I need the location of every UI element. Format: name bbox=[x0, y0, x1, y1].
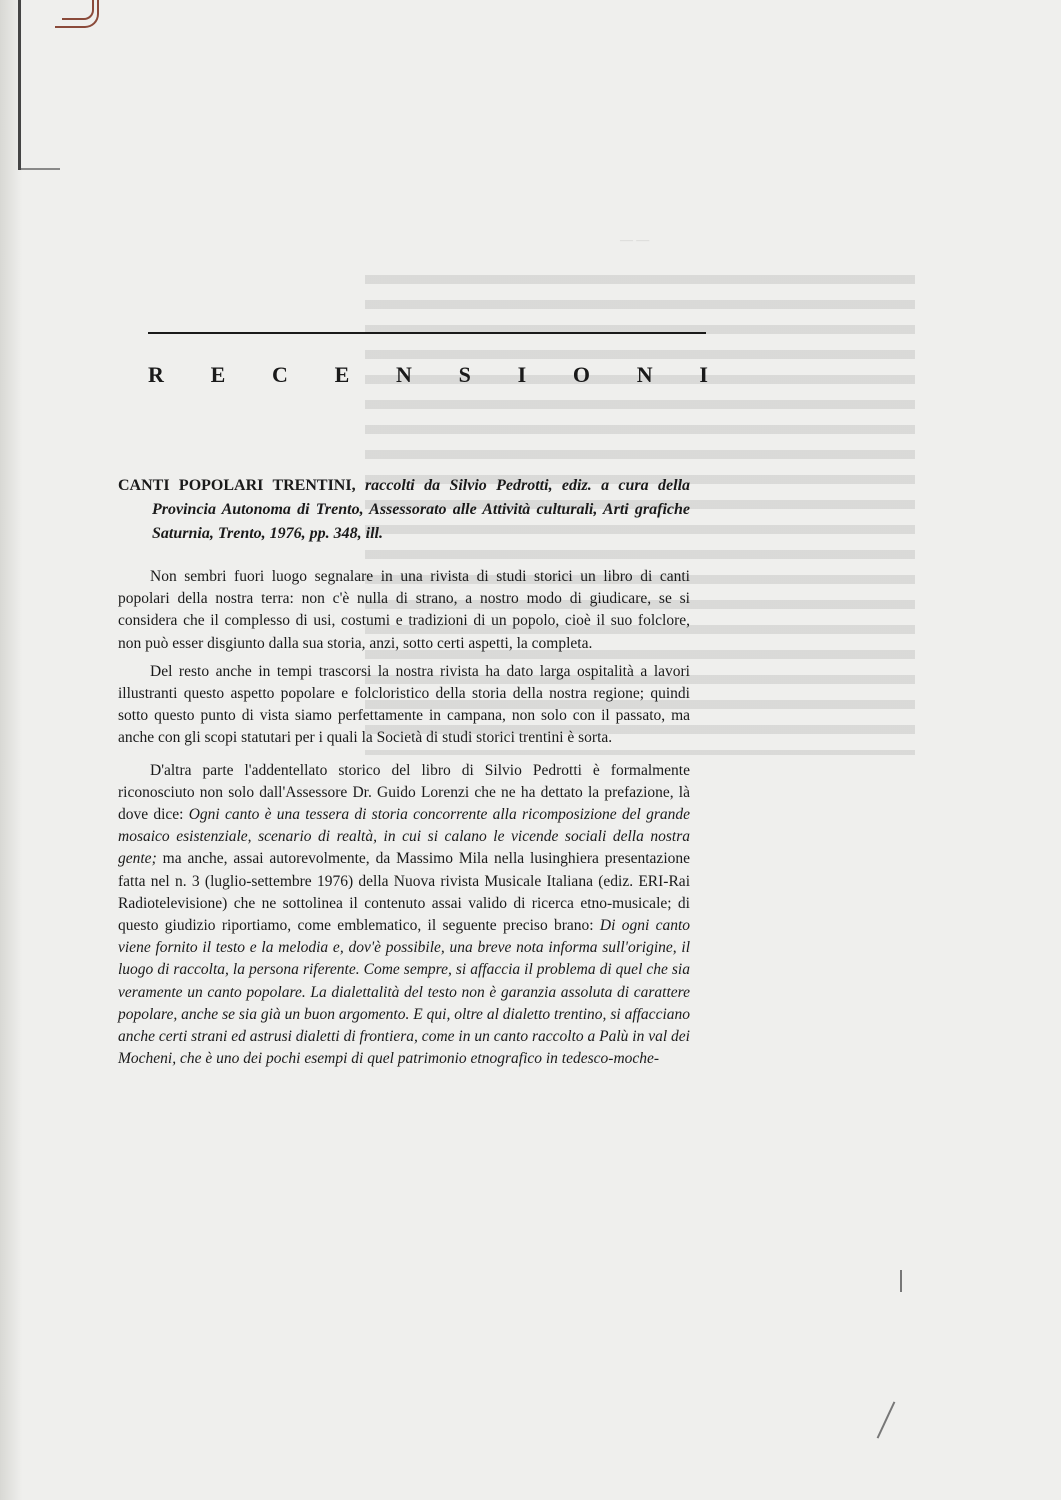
paragraph-3-middle: ma anche, assai autorevolmente, da Massimo Mila nella lusinghiera presentazione fatta nel n. 3 (luglio-settembre 1976) della Nuova rivista Musicale Italiana (ediz. ERI-Rai Radiotelevisione) che ne sottolinea il contenuto assai valido di ricerca etno-musicale; di questo giudizio riportiamo, come emblematico, il seguente preciso brano: bbox=[118, 850, 690, 935]
margin-mark bbox=[877, 1401, 896, 1438]
margin-mark bbox=[20, 168, 60, 170]
heading-letter: I bbox=[517, 362, 527, 387]
paper-clip-inner bbox=[62, 0, 94, 20]
heading-rule bbox=[148, 332, 706, 334]
page-edge-shadow bbox=[0, 0, 22, 1500]
heading-letter: E bbox=[334, 362, 350, 387]
paragraph-3 bbox=[118, 760, 690, 1071]
paragraph-1: Non sembri fuori luogo segnalare in una rivista di studi storici un libro di canti popolari della nostra terra: non c'è nulla di strano, a nostro modo di giudicare, se si considera che il complesso di usi, costumi e tradizioni di un popolo, cioè il suo folclore, non può esser disgiunto dalla sua storia, anzi, sotto certi aspetti, la completa. bbox=[118, 568, 690, 652]
heading-letter: O bbox=[572, 362, 591, 387]
heading-letter: N bbox=[636, 362, 653, 387]
margin-mark bbox=[18, 0, 21, 170]
quote-mila: Di ogni canto viene fornito il testo e la melodia e, dov'è possibile, una breve nota informa sull'origine, il luogo di raccolta, la persona riferente. Come sempre, si affaccia il problema di quel che sia veramente un canto popolare. La dialettalità del testo non è garanzia assoluta di carattere popolare, anche se sia già un buon argomento. E qui, oltre al dialetto trentino, si affacciano anche certi strani ed astrusi dialetti di frontiera, come in un canto raccolto a Palù in val dei Mocheni, che è uno dei pochi esempi di quel patrimonio etnografico in tedesco-moche- bbox=[118, 917, 691, 1068]
heading-letter: N bbox=[396, 362, 412, 387]
quote-lorenzi: Ogni canto è una tessera di storia concorrente alla ricomposizione del grande mosaico esistenziale, scenario di realtà, in cui si calano le vicende sociali della nostra gente; bbox=[118, 806, 691, 868]
margin-mark bbox=[900, 1270, 902, 1292]
heading-letter: S bbox=[458, 362, 471, 387]
paragraph-3-intro: D'altra parte l'addentellato storico del libro di Silvio Pedrotti è formalmente riconosciuto non solo dall'Assessore Dr. Guido Lorenzi che ne ha dettato la prefazione, là dove dice: bbox=[118, 761, 690, 824]
book-title: CANTI POPOLARI TRENTINI, bbox=[118, 477, 356, 494]
heading-letter: I bbox=[699, 362, 708, 387]
paragraph-2: Del resto anche in tempi trascorsi la nostra rivista ha dato larga ospitalità a lavori illustranti questo aspetto popolare e folcloristico della storia della nostra regione; quindi sotto questo punto di vista siamo perfettamente in campana, non solo con il passato, ma anche con gli scopi statutari per i quali la Società di studi storici trentini è sorta. bbox=[118, 662, 690, 747]
heading-letter: C bbox=[272, 362, 288, 387]
review-article bbox=[118, 474, 690, 1076]
bleed-through-page-number: — — bbox=[620, 232, 650, 247]
heading-letter: R bbox=[148, 362, 164, 387]
section-heading bbox=[148, 362, 708, 388]
book-details: raccolti da Silvio Pedrotti, ediz. a cura della Provincia Autonoma di Trento, Assessorato alle Attività culturali, Arti grafiche Saturnia, Trento, 1976, pp. 348, ill. bbox=[152, 477, 691, 542]
heading-letter: E bbox=[210, 362, 226, 387]
book-citation bbox=[118, 474, 690, 546]
